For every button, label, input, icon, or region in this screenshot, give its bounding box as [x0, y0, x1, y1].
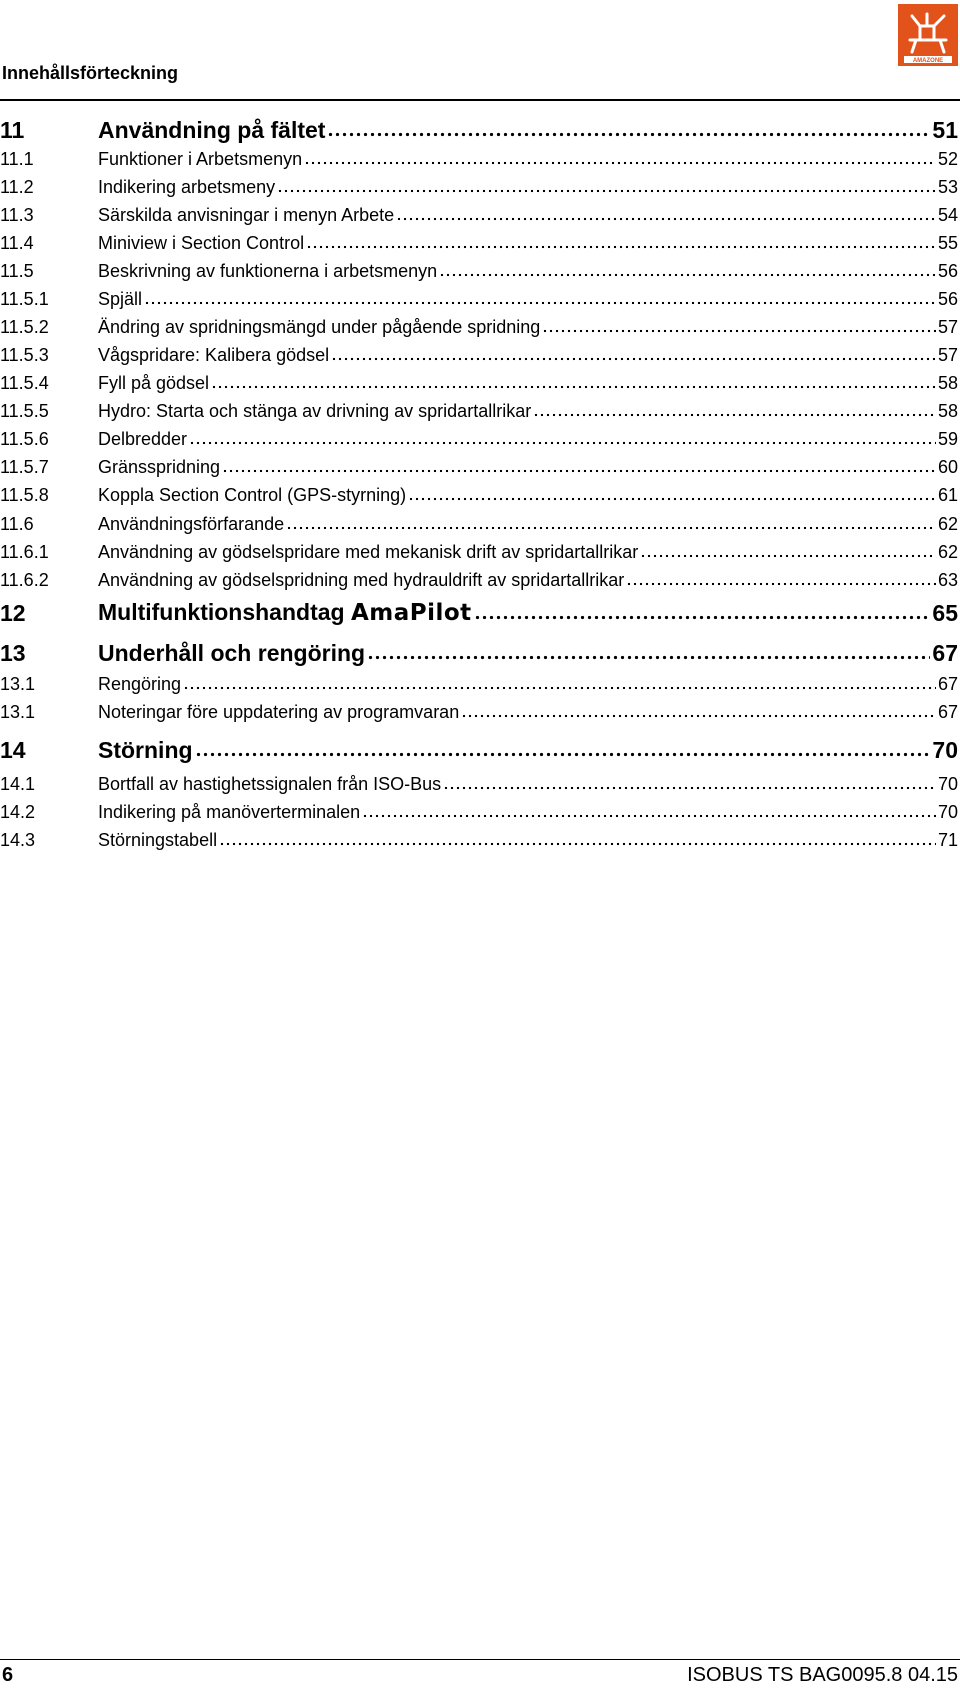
- footer-document-id: ISOBUS TS BAG0095.8 04.15: [687, 1664, 958, 1686]
- toc-page-number: 58: [937, 373, 958, 393]
- toc-title: [98, 176, 275, 198]
- toc-section-row[interactable]: [0, 282, 958, 310]
- toc-title: [98, 400, 531, 422]
- toc-title-text: Bortfall av hastighetssignalen från ISO-Bus: [98, 774, 442, 794]
- amapilot-brand-wordmark: AmaPilot: [350, 600, 472, 626]
- toc-number: 11.5.7: [0, 457, 49, 477]
- toc-number: 11.6.2: [0, 570, 49, 590]
- toc-title-text: Användning av gödselspridning med hydrauldrift av spridartallrikar: [98, 570, 625, 590]
- toc-page-number: 52: [937, 149, 958, 169]
- toc-title: [98, 116, 325, 144]
- toc-number: 11.5: [0, 261, 34, 281]
- toc-title: [98, 484, 406, 506]
- toc-number: 11.3: [0, 205, 34, 225]
- toc-page-number: 70: [937, 774, 958, 794]
- toc-dot-leader: [222, 469, 936, 473]
- toc-section-row[interactable]: [0, 366, 958, 394]
- toc-dot-leader: [277, 189, 936, 193]
- toc-title: [98, 569, 624, 591]
- toc-title-text: Beskrivning av funktionerna i arbetsmenyn: [98, 261, 438, 281]
- toc-chapter-row[interactable]: [0, 593, 958, 627]
- toc-dot-leader: [286, 526, 936, 530]
- toc-number: 11.5.5: [0, 401, 49, 421]
- toc-section-row[interactable]: [0, 338, 958, 366]
- toc-dot-leader: [626, 582, 936, 586]
- toc-title-text: Delbredder: [98, 429, 188, 449]
- toc-chapter-row[interactable]: [0, 730, 958, 764]
- toc-title-text: Störningstabell: [98, 830, 218, 850]
- toc-dot-leader: [304, 161, 936, 165]
- toc-number: 11.1: [0, 149, 34, 169]
- toc-page-number: 67: [937, 674, 958, 694]
- toc-page-number: 67: [932, 640, 958, 666]
- toc-page-number: 67: [937, 702, 958, 722]
- toc-title: [98, 148, 302, 170]
- toc-title: [98, 801, 360, 823]
- toc-dot-leader: [306, 245, 936, 249]
- toc-section-row[interactable]: [0, 142, 958, 170]
- toc-page-number: 58: [937, 401, 958, 421]
- toc-page-number: 65: [932, 600, 958, 626]
- toc-page-number: 56: [937, 261, 958, 281]
- toc-title: [98, 513, 284, 535]
- toc-title: [98, 344, 329, 366]
- toc-section-row[interactable]: [0, 478, 958, 506]
- toc-page-number: 70: [932, 737, 958, 763]
- toc-section-row[interactable]: [0, 394, 958, 422]
- toc-page-number: 63: [937, 570, 958, 590]
- toc-section-row[interactable]: [0, 422, 958, 450]
- toc-number: 11.5.4: [0, 373, 49, 393]
- toc-dot-leader: [640, 554, 936, 558]
- toc-dot-leader: [443, 786, 936, 790]
- toc-dot-leader: [144, 301, 936, 305]
- toc-title-text: Vågspridare: Kalibera gödsel: [98, 345, 330, 365]
- toc-number: 14.1: [0, 774, 36, 794]
- toc-dot-leader: [211, 385, 936, 389]
- toc-number: 11: [0, 117, 25, 143]
- toc-section-row[interactable]: [0, 695, 958, 723]
- toc-page-number: 62: [937, 542, 958, 562]
- toc-page-number: 56: [937, 289, 958, 309]
- toc-title-text: Multifunktionshandtag: [98, 599, 345, 625]
- toc-number: 11.6.1: [0, 542, 49, 562]
- toc-page-number: 54: [937, 205, 958, 225]
- toc-dot-leader: [195, 752, 931, 757]
- toc-number: 14.2: [0, 802, 36, 822]
- toc-number: 14.3: [0, 830, 36, 850]
- toc-section-row[interactable]: [0, 198, 958, 226]
- toc-page-number: 51: [932, 117, 958, 143]
- toc-section-row[interactable]: [0, 823, 958, 851]
- toc-title-text: Spjäll: [98, 289, 143, 309]
- toc-title-text: Användning av gödselspridare med mekanisk drift av spridartallrikar: [98, 542, 639, 562]
- toc-number: 11.5.8: [0, 485, 49, 505]
- toc-number: 11.6: [0, 514, 34, 534]
- footer-page-number: 6: [2, 1664, 14, 1686]
- toc-title-text: Ändring av spridningsmängd under pågående spridning: [98, 317, 541, 337]
- toc-page-number: 61: [937, 485, 958, 505]
- toc-section-row[interactable]: [0, 310, 958, 338]
- toc-page-number: 60: [937, 457, 958, 477]
- toc-title: [98, 260, 437, 282]
- toc-section-row[interactable]: [0, 795, 958, 823]
- toc-number: 13.1: [0, 702, 36, 722]
- toc-title: [98, 372, 209, 394]
- toc-section-row[interactable]: [0, 563, 958, 591]
- toc-section-row[interactable]: [0, 450, 958, 478]
- toc-number: 11.5.6: [0, 429, 49, 449]
- toc-title: [98, 541, 638, 563]
- page-header-title: Innehållsförteckning: [2, 63, 179, 83]
- toc-section-row[interactable]: [0, 667, 958, 695]
- toc-title-text: Indikering arbetsmeny: [98, 177, 276, 197]
- toc-dot-leader: [362, 814, 936, 818]
- toc-title: [98, 598, 472, 627]
- toc-number: 14: [0, 737, 26, 763]
- toc-number: 11.5.2: [0, 317, 49, 337]
- header-rule: [0, 99, 960, 101]
- toc-page-number: 55: [937, 233, 958, 253]
- toc-title-text: Funktioner i Arbetsmenyn: [98, 149, 303, 169]
- toc-title-text: Särskilda anvisningar i menyn Arbete: [98, 205, 395, 225]
- toc-page-number: 71: [937, 830, 958, 850]
- toc-number: 11.2: [0, 177, 34, 197]
- toc-dot-leader: [408, 497, 936, 501]
- toc-title: [98, 701, 459, 723]
- toc-page-number: 62: [937, 514, 958, 534]
- toc-page-number: 57: [937, 317, 958, 337]
- toc-title-text: Användningsförfarande: [98, 514, 285, 534]
- toc-number: 11.4: [0, 233, 34, 253]
- toc-title: [98, 204, 394, 226]
- toc-title: [98, 829, 217, 851]
- toc-number: 11.5.1: [0, 289, 49, 309]
- toc-chapter-row[interactable]: [0, 110, 958, 144]
- toc-dot-leader: [533, 413, 936, 417]
- toc-section-row[interactable]: [0, 254, 958, 282]
- toc-title-text: Hydro: Starta och stänga av drivning av spridartallrikar: [98, 401, 532, 421]
- toc-title: [98, 316, 540, 338]
- svg-text:AMAZONE: AMAZONE: [912, 58, 944, 64]
- toc-dot-leader: [461, 714, 936, 718]
- footer-rule: [0, 1659, 960, 1660]
- toc-section-row[interactable]: [0, 226, 958, 254]
- toc-title: [98, 288, 142, 310]
- toc-title-text: Gränsspridning: [98, 457, 221, 477]
- toc-title: [98, 736, 193, 764]
- toc-page-number: 57: [937, 345, 958, 365]
- toc-section-row[interactable]: [0, 170, 958, 198]
- toc-section-row[interactable]: [0, 535, 958, 563]
- toc-dot-leader: [327, 132, 930, 137]
- toc-dot-leader: [331, 357, 936, 361]
- toc-title-text: Användning på fältet: [98, 117, 326, 143]
- toc-title-text: Noteringar före uppdatering av programvaran: [98, 702, 460, 722]
- toc-title: [98, 773, 441, 795]
- toc-title-text: Störning: [98, 737, 193, 763]
- toc-dot-leader: [474, 615, 931, 620]
- toc-dot-leader: [542, 329, 936, 333]
- toc-dot-leader: [396, 217, 936, 221]
- toc-dot-leader: [439, 273, 936, 277]
- toc-page-number: 59: [937, 429, 958, 449]
- toc-chapter-row[interactable]: [0, 633, 958, 667]
- toc-title-text: Rengöring: [98, 674, 182, 694]
- toc-page-number: 70: [937, 802, 958, 822]
- toc-section-row[interactable]: [0, 767, 958, 795]
- toc-number: 13.1: [0, 674, 36, 694]
- toc-dot-leader: [219, 842, 936, 846]
- toc-dot-leader: [189, 441, 936, 445]
- amazone-logo: [898, 4, 958, 66]
- toc-dot-leader: [183, 686, 936, 690]
- toc-title-text: Fyll på gödsel: [98, 373, 210, 393]
- toc-dot-leader: [367, 655, 930, 660]
- toc-title-text: Indikering på manöverterminalen: [98, 802, 361, 822]
- toc-number: 11.5.3: [0, 345, 49, 365]
- toc-title-text: Koppla Section Control (GPS-styrning): [98, 485, 407, 505]
- toc-title-text: Underhåll och rengöring: [98, 640, 366, 666]
- toc-page-number: 53: [937, 177, 958, 197]
- toc-title: [98, 639, 365, 667]
- toc-title: [98, 428, 187, 450]
- toc-number: 13: [0, 640, 26, 666]
- toc-number: 12: [0, 600, 26, 626]
- toc-title-text: Miniview i Section Control: [98, 233, 305, 253]
- toc-title: [98, 456, 220, 478]
- toc-title: [98, 232, 304, 254]
- toc-title: [98, 673, 181, 695]
- toc-section-row[interactable]: [0, 507, 958, 535]
